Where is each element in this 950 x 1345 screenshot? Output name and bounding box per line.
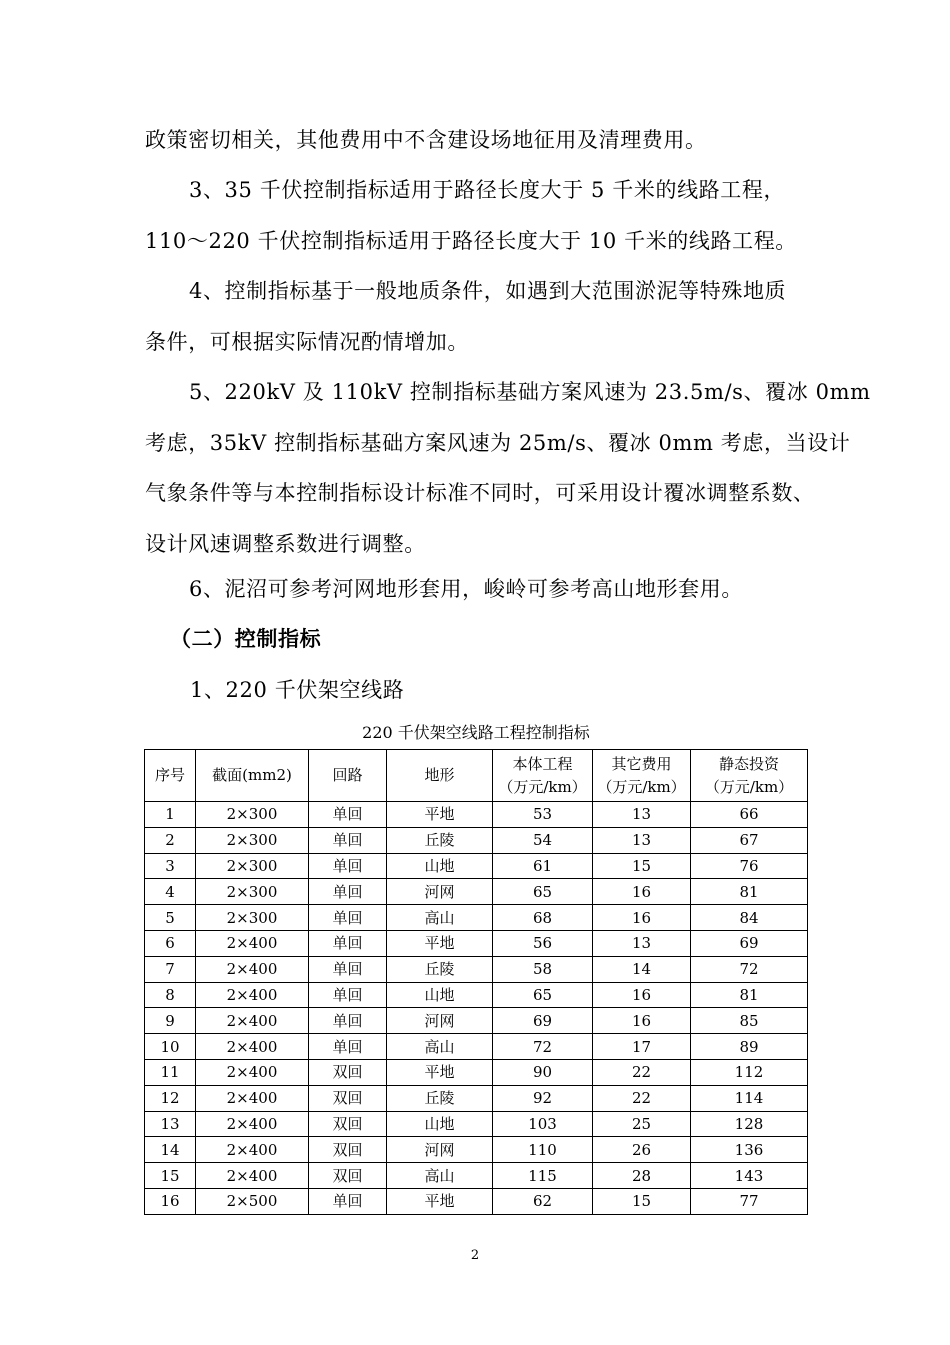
cell-seq: 9 (145, 1008, 196, 1034)
header-seq: 序号 (145, 750, 196, 802)
cell-section: 2×300 (196, 905, 309, 931)
cell-static-invest: 67 (691, 827, 808, 853)
cell-body-cost: 65 (493, 982, 593, 1008)
cell-other-cost: 15 (593, 853, 691, 879)
cell-body-cost: 110 (493, 1137, 593, 1163)
cell-body-cost: 53 (493, 802, 593, 828)
cell-terrain: 山地 (387, 982, 493, 1008)
cell-other-cost: 25 (593, 1111, 691, 1137)
cell-static-invest: 76 (691, 853, 808, 879)
cell-body-cost: 56 (493, 930, 593, 956)
table-row (145, 905, 808, 931)
cell-static-invest: 77 (691, 1188, 808, 1214)
cell-terrain: 山地 (387, 1111, 493, 1137)
cell-other-cost: 16 (593, 982, 691, 1008)
header-static-invest: 静态投资 （万元/km） (691, 750, 808, 802)
cell-section: 2×300 (196, 802, 309, 828)
cell-terrain: 平地 (387, 1188, 493, 1214)
cell-terrain: 丘陵 (387, 956, 493, 982)
cell-seq: 11 (145, 1059, 196, 1085)
cell-circuit: 双回 (309, 1137, 387, 1163)
table-row (145, 802, 808, 828)
cell-static-invest: 136 (691, 1137, 808, 1163)
cell-seq: 3 (145, 853, 196, 879)
cell-body-cost: 54 (493, 827, 593, 853)
cell-terrain: 平地 (387, 930, 493, 956)
text-line: 设计风速调整系数进行调整。 (145, 531, 426, 556)
cell-seq: 6 (145, 930, 196, 956)
header-circuit: 回路 (309, 750, 387, 802)
header-other-cost: 其它费用 （万元/km） (593, 750, 691, 802)
cell-terrain: 高山 (387, 905, 493, 931)
cell-other-cost: 13 (593, 827, 691, 853)
cell-seq: 10 (145, 1034, 196, 1060)
cell-terrain: 丘陵 (387, 1085, 493, 1111)
cell-seq: 1 (145, 802, 196, 828)
cell-static-invest: 128 (691, 1111, 808, 1137)
text-line: 气象条件等与本控制指标设计标准不同时，可采用设计覆冰调整系数、 (145, 481, 815, 505)
cell-section: 2×300 (196, 879, 309, 905)
cell-static-invest: 114 (691, 1085, 808, 1111)
cell-seq: 14 (145, 1137, 196, 1163)
text-line: 4、控制指标基于一般地质条件，如遇到大范围淤泥等特殊地质 (189, 279, 787, 303)
table-row (145, 1085, 808, 1111)
cell-seq: 4 (145, 879, 196, 905)
cell-static-invest: 89 (691, 1034, 808, 1060)
cell-body-cost: 72 (493, 1034, 593, 1060)
cell-other-cost: 22 (593, 1085, 691, 1111)
cell-static-invest: 143 (691, 1163, 808, 1189)
cell-section: 2×400 (196, 1059, 309, 1085)
cell-circuit: 单回 (309, 905, 387, 931)
cell-body-cost: 61 (493, 853, 593, 879)
cell-terrain: 河网 (387, 1008, 493, 1034)
header-terrain: 地形 (387, 750, 493, 802)
cell-circuit: 单回 (309, 802, 387, 828)
text-line: 110～220 千伏控制指标适用于路径长度大于 10 千米的线路工程。 (145, 228, 797, 253)
cell-circuit: 单回 (309, 827, 387, 853)
table-row (145, 1111, 808, 1137)
cell-section: 2×400 (196, 982, 309, 1008)
cell-static-invest: 66 (691, 802, 808, 828)
table-row (145, 1163, 808, 1189)
cell-static-invest: 81 (691, 982, 808, 1008)
cell-seq: 15 (145, 1163, 196, 1189)
cell-circuit: 单回 (309, 930, 387, 956)
table-caption: 220 千伏架空线路工程控制指标 (362, 723, 590, 742)
cell-other-cost: 14 (593, 956, 691, 982)
cell-terrain: 高山 (387, 1163, 493, 1189)
cell-section: 2×400 (196, 1008, 309, 1034)
paragraph-item-4 (145, 266, 810, 367)
cell-body-cost: 69 (493, 1008, 593, 1034)
cell-other-cost: 16 (593, 879, 691, 905)
cell-other-cost: 22 (593, 1059, 691, 1085)
cell-terrain: 平地 (387, 802, 493, 828)
cell-terrain: 平地 (387, 1059, 493, 1085)
cell-other-cost: 17 (593, 1034, 691, 1060)
header-section: 截面(mm2) (196, 750, 309, 802)
cell-circuit: 单回 (309, 956, 387, 982)
cell-circuit: 单回 (309, 879, 387, 905)
table-row (145, 1188, 808, 1214)
cell-body-cost: 90 (493, 1059, 593, 1085)
table-body (145, 802, 808, 1215)
cell-terrain: 河网 (387, 879, 493, 905)
cell-other-cost: 15 (593, 1188, 691, 1214)
text-line: 3、35 千伏控制指标适用于路径长度大于 5 千米的线路工程， (189, 178, 786, 202)
cell-body-cost: 92 (493, 1085, 593, 1111)
paragraph-item-5 (145, 367, 871, 569)
cell-seq: 13 (145, 1111, 196, 1137)
cell-circuit: 单回 (309, 1008, 387, 1034)
section-heading: （二）控制指标 (170, 627, 322, 651)
paragraph-item-3 (145, 165, 810, 266)
text-line: 5、220kV 及 110kV 控制指标基础方案风速为 23.5m/s、覆冰 0mm (189, 380, 871, 404)
cell-other-cost: 13 (593, 802, 691, 828)
table-row (145, 853, 808, 879)
cell-body-cost: 115 (493, 1163, 593, 1189)
cell-terrain: 河网 (387, 1137, 493, 1163)
cell-seq: 8 (145, 982, 196, 1008)
cell-static-invest: 85 (691, 1008, 808, 1034)
text-line: 6、泥沼可参考河网地形套用，峻岭可参考高山地形套用。 (189, 577, 743, 601)
cell-section: 2×400 (196, 930, 309, 956)
cell-circuit: 双回 (309, 1085, 387, 1111)
cell-other-cost: 16 (593, 1008, 691, 1034)
cell-circuit: 单回 (309, 1034, 387, 1060)
cell-section: 2×400 (196, 1111, 309, 1137)
text-line: 政策密切相关，其他费用中不含建设场地征用及清理费用。 (145, 128, 707, 152)
cell-seq: 12 (145, 1085, 196, 1111)
cell-static-invest: 69 (691, 930, 808, 956)
table-row (145, 1034, 808, 1060)
table-row (145, 1059, 808, 1085)
table-row (145, 1137, 808, 1163)
table-row (145, 930, 808, 956)
header-body-cost: 本体工程 （万元/km） (493, 750, 593, 802)
cell-terrain: 高山 (387, 1034, 493, 1060)
cell-seq: 7 (145, 956, 196, 982)
cell-seq: 5 (145, 905, 196, 931)
cell-section: 2×400 (196, 1034, 309, 1060)
table-row (145, 879, 808, 905)
table-row (145, 827, 808, 853)
cell-body-cost: 103 (493, 1111, 593, 1137)
table-row (145, 982, 808, 1008)
cell-circuit: 双回 (309, 1059, 387, 1085)
table-row (145, 956, 808, 982)
cell-body-cost: 68 (493, 905, 593, 931)
cell-other-cost: 16 (593, 905, 691, 931)
table-header (145, 750, 808, 802)
cell-terrain: 山地 (387, 853, 493, 879)
cell-section: 2×400 (196, 1137, 309, 1163)
cell-other-cost: 13 (593, 930, 691, 956)
cell-static-invest: 72 (691, 956, 808, 982)
cell-static-invest: 112 (691, 1059, 808, 1085)
cell-circuit: 单回 (309, 853, 387, 879)
cell-seq: 16 (145, 1188, 196, 1214)
cell-static-invest: 81 (691, 879, 808, 905)
cell-body-cost: 65 (493, 879, 593, 905)
cell-circuit: 双回 (309, 1111, 387, 1137)
cell-body-cost: 58 (493, 956, 593, 982)
cell-section: 2×500 (196, 1188, 309, 1214)
text-line: 考虑，35kV 控制指标基础方案风速为 25m/s、覆冰 0mm 考虑，当设计 (145, 430, 851, 455)
cell-terrain: 丘陵 (387, 827, 493, 853)
cell-seq: 2 (145, 827, 196, 853)
subsection-heading: 1、220 千伏架空线路 (190, 678, 405, 702)
text-line: 条件，可根据实际情况酌情增加。 (145, 329, 469, 354)
cell-body-cost: 62 (493, 1188, 593, 1214)
cell-static-invest: 84 (691, 905, 808, 931)
cell-section: 2×400 (196, 1163, 309, 1189)
cell-section: 2×400 (196, 1085, 309, 1111)
table-header-row (145, 750, 808, 802)
cell-section: 2×400 (196, 956, 309, 982)
page-number: 2 (470, 1248, 480, 1263)
table-row (145, 1008, 808, 1034)
cell-section: 2×300 (196, 853, 309, 879)
cell-circuit: 双回 (309, 1163, 387, 1189)
paragraph-other-fees (145, 115, 810, 166)
control-index-table (144, 749, 808, 1215)
cell-other-cost: 28 (593, 1163, 691, 1189)
cell-section: 2×300 (196, 827, 309, 853)
paragraph-item-6 (145, 564, 810, 615)
cell-circuit: 单回 (309, 982, 387, 1008)
cell-circuit: 单回 (309, 1188, 387, 1214)
cell-other-cost: 26 (593, 1137, 691, 1163)
